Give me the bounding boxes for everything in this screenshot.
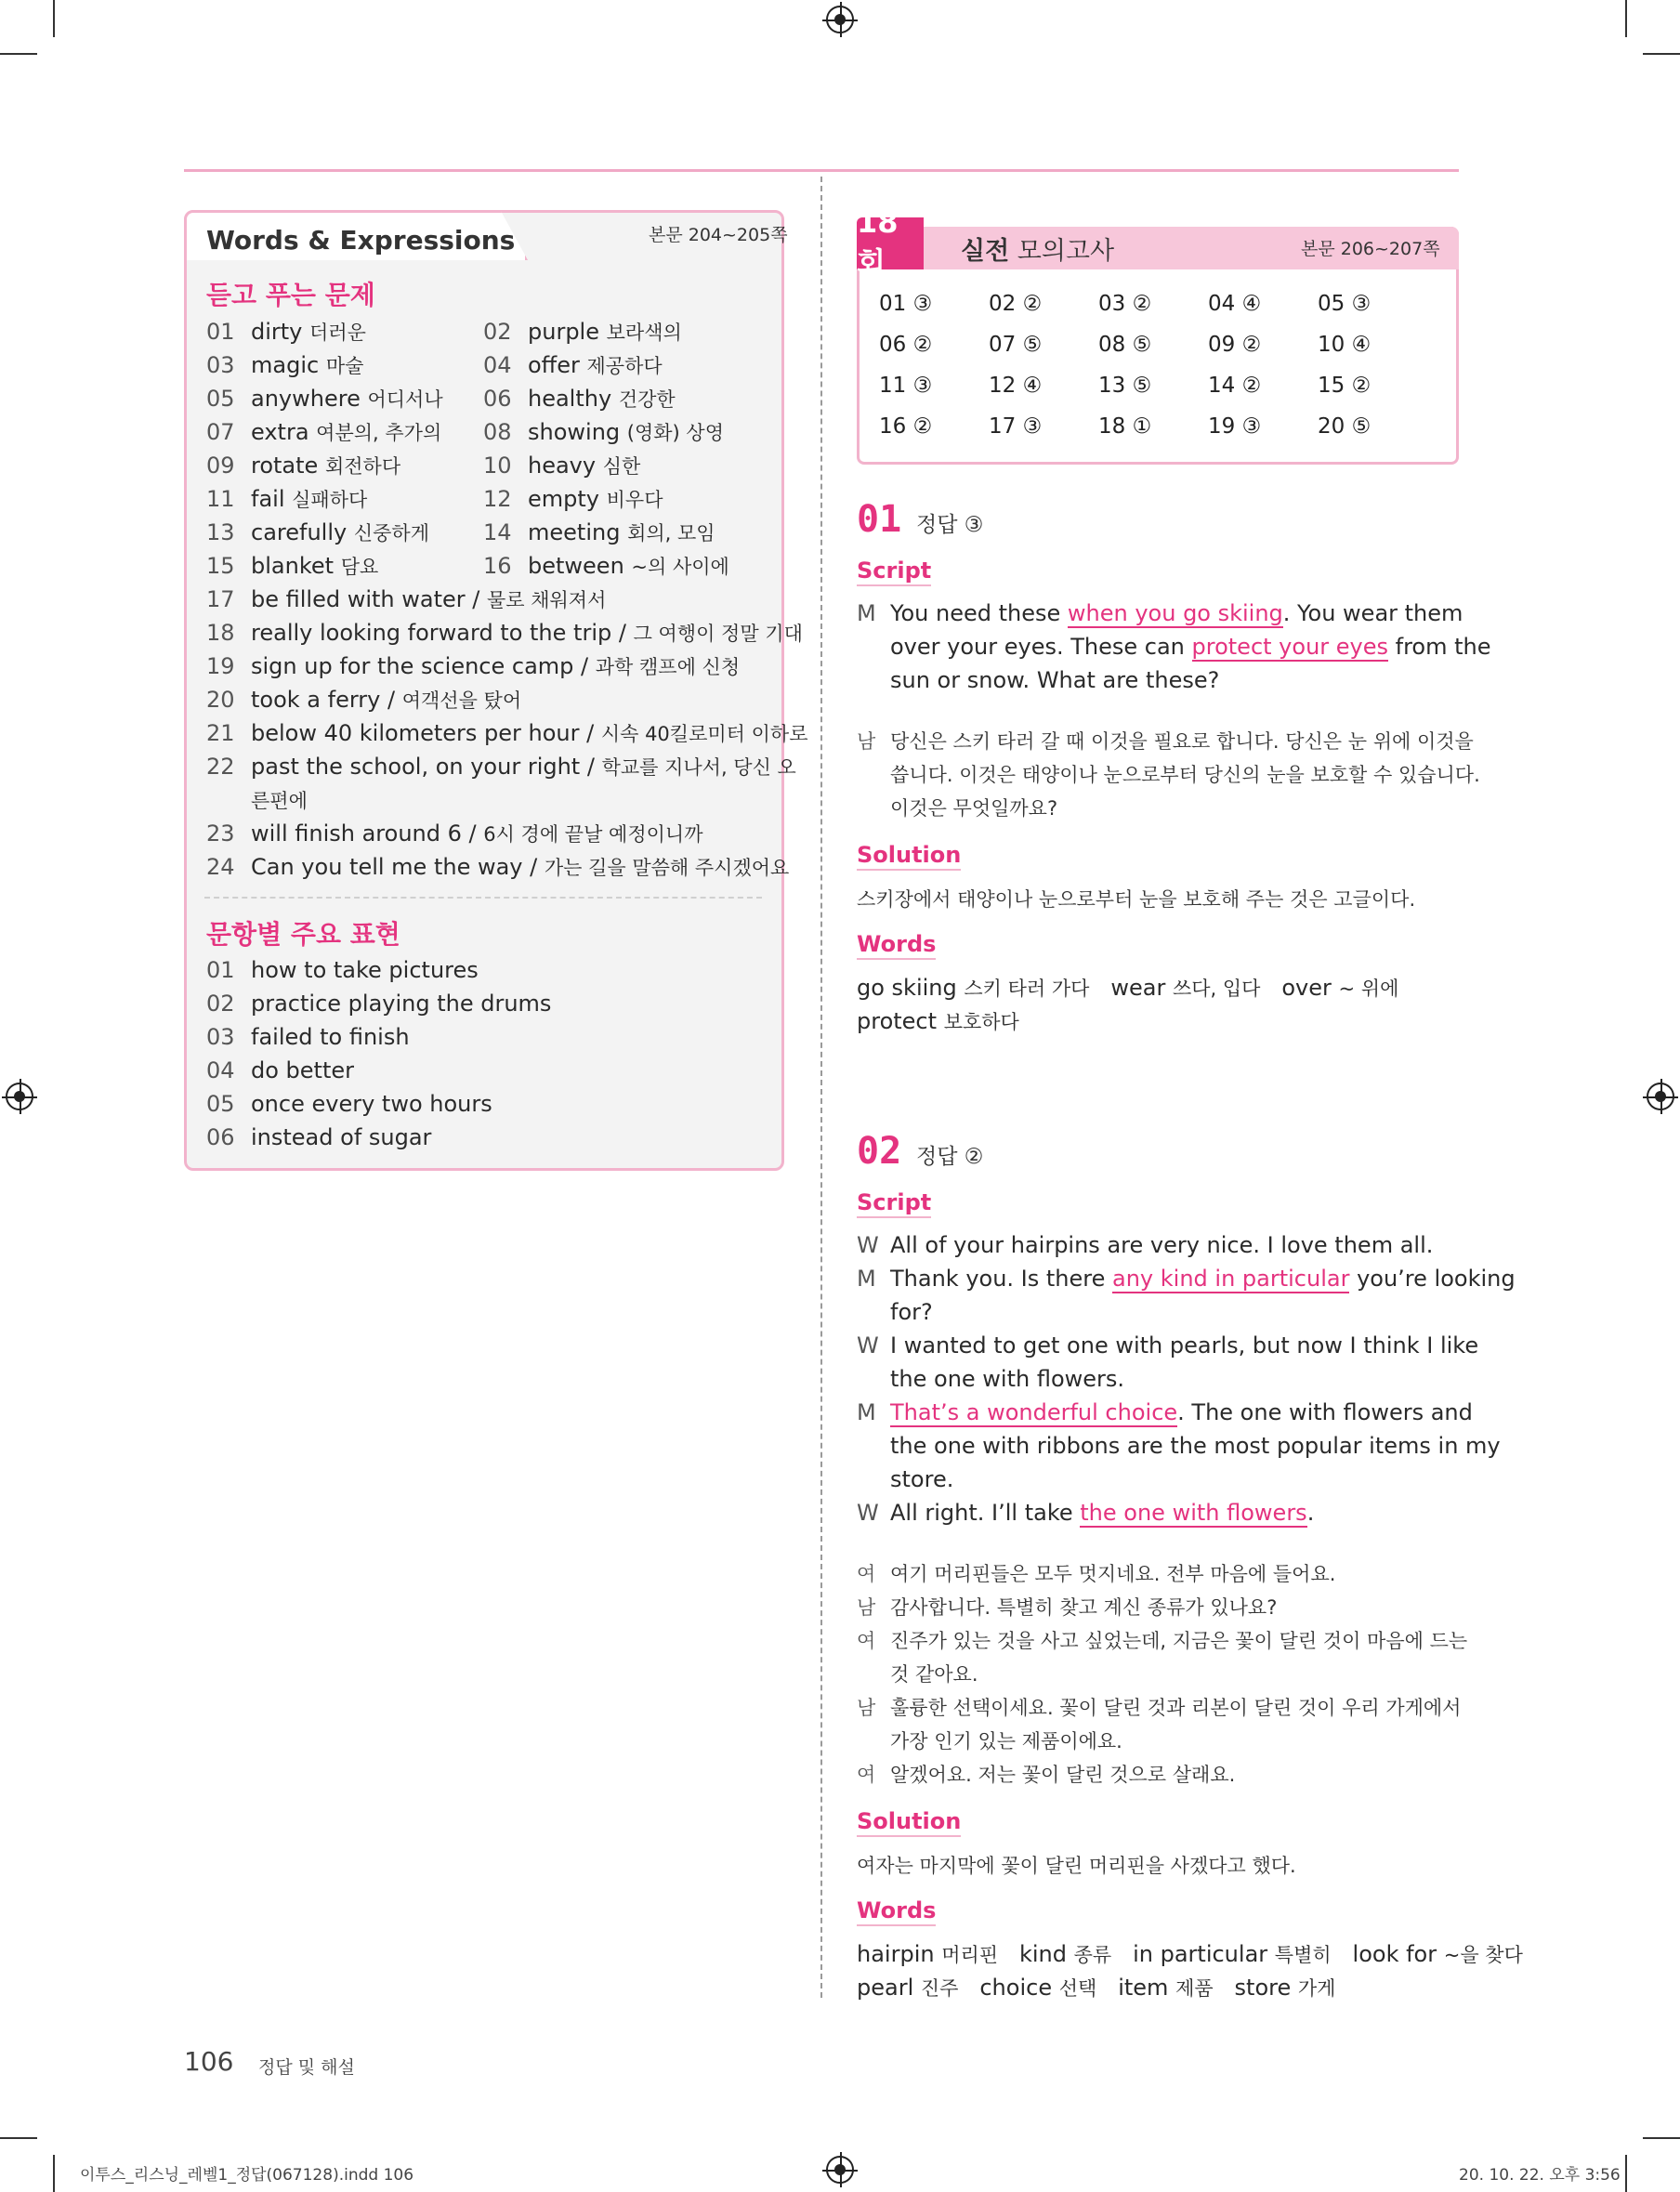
registration-mark-icon	[826, 6, 854, 33]
correct-answer: 정답 ②	[916, 1145, 984, 1169]
crop-mark	[1643, 53, 1680, 55]
script-line: All of your hairpins are very nice. I love them all.	[890, 1232, 1434, 1258]
speaker-tag: 남	[857, 1697, 876, 1719]
page-reference: 본문 206~207쪽	[1301, 239, 1440, 259]
translation-line: 여기 머리핀들은 모두 멋지네요. 전부 마음에 들어요.	[890, 1563, 1336, 1585]
word-entry: 10 heavy 심한	[483, 453, 641, 479]
words-label: Words	[857, 1897, 937, 1923]
file-slug: 이투스_리스닝_레벨1_정답(067128).indd 106	[80, 2166, 414, 2185]
phrase-entry: 23 will finish around 6 / 6시 경에 끝날 예정이니까	[206, 820, 703, 847]
question-number: 01	[857, 498, 902, 541]
phrase-entry: 18 really looking forward to the trip / 그 여행이 정말 기대	[206, 620, 803, 646]
script-line: Thank you. Is there any kind in particular you’re looking	[890, 1266, 1516, 1292]
answer-item: 17 ③	[989, 414, 1043, 439]
word-entry: 07 extra 여분의, 추가의	[206, 419, 442, 445]
section-heading: 듣고 푸는 문제	[206, 280, 375, 310]
answer-item: 09 ②	[1208, 333, 1262, 357]
answer-item: 13 ⑤	[1098, 374, 1152, 398]
solution-text: 여자는 마지막에 꽃이 달린 머리핀을 사겠다고 했다.	[857, 1855, 1296, 1877]
word-entry: 13 carefully 신중하게	[206, 519, 430, 545]
word-entry: 01 dirty 더러운	[206, 319, 366, 345]
speaker-tag: 남	[857, 730, 876, 753]
word-entry: 04 offer 제공하다	[483, 352, 663, 378]
word-entry: 11 fail 실패하다	[206, 486, 368, 512]
answer-item: 14 ②	[1208, 374, 1262, 398]
phrase-entry: 22 past the school, on your right / 학교를 지나서, 당신 오	[206, 754, 796, 780]
answer-item: 18 ①	[1098, 414, 1152, 439]
expression-entry: 01 how to take pictures	[206, 957, 479, 983]
script-label: Script	[857, 558, 932, 584]
speaker-tag: W	[857, 1232, 879, 1258]
speaker-tag: W	[857, 1332, 879, 1359]
test-number-badge: 18회	[857, 217, 924, 269]
registration-mark-icon	[6, 1083, 33, 1110]
speaker-tag: W	[857, 1500, 879, 1526]
crop-mark	[1625, 2155, 1627, 2192]
speaker-tag: M	[857, 1399, 876, 1425]
page-number: 106	[184, 2046, 234, 2077]
answer-item: 06 ②	[879, 333, 933, 357]
script-label: Script	[857, 1189, 932, 1215]
translation-line: 당신은 스키 타러 갈 때 이것을 필요로 합니다. 당신은 눈 위에 이것을	[890, 730, 1474, 753]
script-line: over your eyes. These can protect your eyes from the	[890, 634, 1491, 660]
translation-line: 감사합니다. 특별히 찾고 계신 종류가 있나요?	[890, 1596, 1278, 1619]
translation-line: 것 같아요.	[890, 1663, 978, 1686]
crop-mark	[1643, 2137, 1680, 2139]
crop-mark	[0, 2137, 37, 2139]
column-divider	[820, 177, 822, 1998]
translation-line: 알겠어요. 저는 꽃이 달린 것으로 살래요.	[890, 1764, 1236, 1786]
words-line: pearl 진주 choice 선택 item 제품 store 가게	[857, 1975, 1336, 2001]
answer-item: 02 ②	[989, 292, 1043, 316]
words-expressions-title: Words & Expressions	[206, 225, 516, 256]
word-entry: 09 rotate 회전하다	[206, 453, 401, 479]
answer-item: 07 ⑤	[989, 333, 1043, 357]
words-label: Words	[857, 931, 937, 957]
correct-answer: 정답 ③	[916, 513, 984, 537]
word-entry: 08 showing (영화) 상영	[483, 419, 724, 445]
phrase-entry: 19 sign up for the science camp / 과학 캠프에 신청	[206, 653, 741, 679]
answer-item: 12 ④	[989, 374, 1043, 398]
expression-entry: 06 instead of sugar	[206, 1124, 432, 1150]
word-entry: 16 between ~의 사이에	[483, 553, 729, 579]
expression-entry: 05 once every two hours	[206, 1091, 492, 1117]
words-line: hairpin 머리핀 kind 종류 in particular 특별히 look for ~을 찾다	[857, 1941, 1523, 1967]
answer-item: 05 ③	[1318, 292, 1372, 316]
registration-mark-icon	[826, 2156, 854, 2184]
phrase-entry: 21 below 40 kilometers per hour / 시속 40킬로미터 이하로	[206, 720, 808, 746]
phrase-entry: 24 Can you tell me the way / 가는 길을 말씀해 주시겠어요	[206, 854, 790, 880]
crop-mark	[1625, 0, 1627, 37]
crop-mark	[53, 0, 55, 37]
phrase-entry: 른편에	[251, 790, 308, 812]
translation-line: 씁니다. 이것은 태양이나 눈으로부터 당신의 눈을 보호할 수 있습니다.	[890, 764, 1480, 786]
speaker-tag: M	[857, 1266, 876, 1292]
registration-mark-icon	[1647, 1083, 1674, 1110]
phrase-entry: 20 took a ferry / 여객선을 탔어	[206, 687, 522, 713]
word-entry: 14 meeting 회의, 모임	[483, 519, 715, 545]
speaker-tag: 여	[857, 1630, 876, 1652]
solution-text: 스키장에서 태양이나 눈으로부터 눈을 보호해 주는 것은 고글이다.	[857, 888, 1416, 911]
words-line: go skiing 스키 타러 가다 wear 쓰다, 입다 over ~ 위에	[857, 975, 1399, 1001]
solution-label: Solution	[857, 1808, 962, 1834]
question-number: 02	[857, 1130, 902, 1173]
script-line: You need these when you go skiing. You wear them	[890, 600, 1463, 626]
phrase-entry: 17 be filled with water / 물로 채워져서	[206, 586, 607, 612]
translation-line: 진주가 있는 것을 사고 싶었는데, 지금은 꽃이 달린 것이 마음에 드는	[890, 1630, 1468, 1652]
answer-item: 03 ②	[1098, 292, 1152, 316]
answer-item: 11 ③	[879, 374, 933, 398]
answer-item: 10 ④	[1318, 333, 1372, 357]
answer-key-title: 실전 모의고사	[961, 237, 1115, 266]
word-entry: 06 healthy 건강한	[483, 386, 676, 412]
top-rule	[184, 169, 1459, 172]
answer-item: 01 ③	[879, 292, 933, 316]
speaker-tag: 여	[857, 1764, 876, 1786]
answer-item: 19 ③	[1208, 414, 1262, 439]
words-line: protect 보호하다	[857, 1008, 1019, 1034]
expression-entry: 02 practice playing the drums	[206, 991, 552, 1017]
expression-entry: 04 do better	[206, 1057, 354, 1083]
script-line: the one with flowers.	[890, 1366, 1125, 1392]
section-heading: 문항별 주요 표현	[206, 919, 400, 950]
expression-entry: 03 failed to finish	[206, 1024, 410, 1050]
answer-item: 04 ④	[1208, 292, 1262, 316]
crop-mark	[0, 53, 37, 55]
word-entry: 02 purple 보라색의	[483, 319, 682, 345]
solution-label: Solution	[857, 842, 962, 868]
script-line: the one with ribbons are the most popular items in my	[890, 1433, 1501, 1459]
crop-mark	[53, 2155, 55, 2192]
script-line: store.	[890, 1466, 954, 1492]
script-line: sun or snow. What are these?	[890, 667, 1220, 693]
script-line: All right. I’ll take the one with flowers.	[890, 1500, 1315, 1526]
answer-item: 20 ⑤	[1318, 414, 1372, 439]
script-line: I wanted to get one with pearls, but now I think I like	[890, 1332, 1479, 1359]
speaker-tag: 여	[857, 1563, 876, 1585]
speaker-tag: 남	[857, 1596, 876, 1619]
speaker-tag: M	[857, 600, 876, 626]
script-line: That’s a wonderful choice. The one with flowers and	[890, 1399, 1473, 1425]
translation-line: 가장 인기 있는 제품이에요.	[890, 1730, 1122, 1752]
translation-line: 훌륭한 선택이세요. 꽃이 달린 것과 리본이 달린 것이 우리 가게에서	[890, 1697, 1462, 1719]
dashed-divider	[204, 897, 762, 899]
page-label: 정답 및 해설	[258, 2057, 355, 2078]
script-line: for?	[890, 1299, 933, 1325]
answer-item: 08 ⑤	[1098, 333, 1152, 357]
word-entry: 12 empty 비우다	[483, 486, 663, 512]
timestamp-slug: 20. 10. 22. 오후 3:56	[1459, 2166, 1621, 2185]
page-reference: 본문 204~205쪽	[649, 225, 788, 245]
translation-line: 이것은 무엇일까요?	[890, 797, 1058, 820]
word-entry: 03 magic 마술	[206, 352, 364, 378]
word-entry: 05 anywhere 어디서나	[206, 386, 443, 412]
word-entry: 15 blanket 담요	[206, 553, 379, 579]
answer-item: 16 ②	[879, 414, 933, 439]
answer-item: 15 ②	[1318, 374, 1372, 398]
